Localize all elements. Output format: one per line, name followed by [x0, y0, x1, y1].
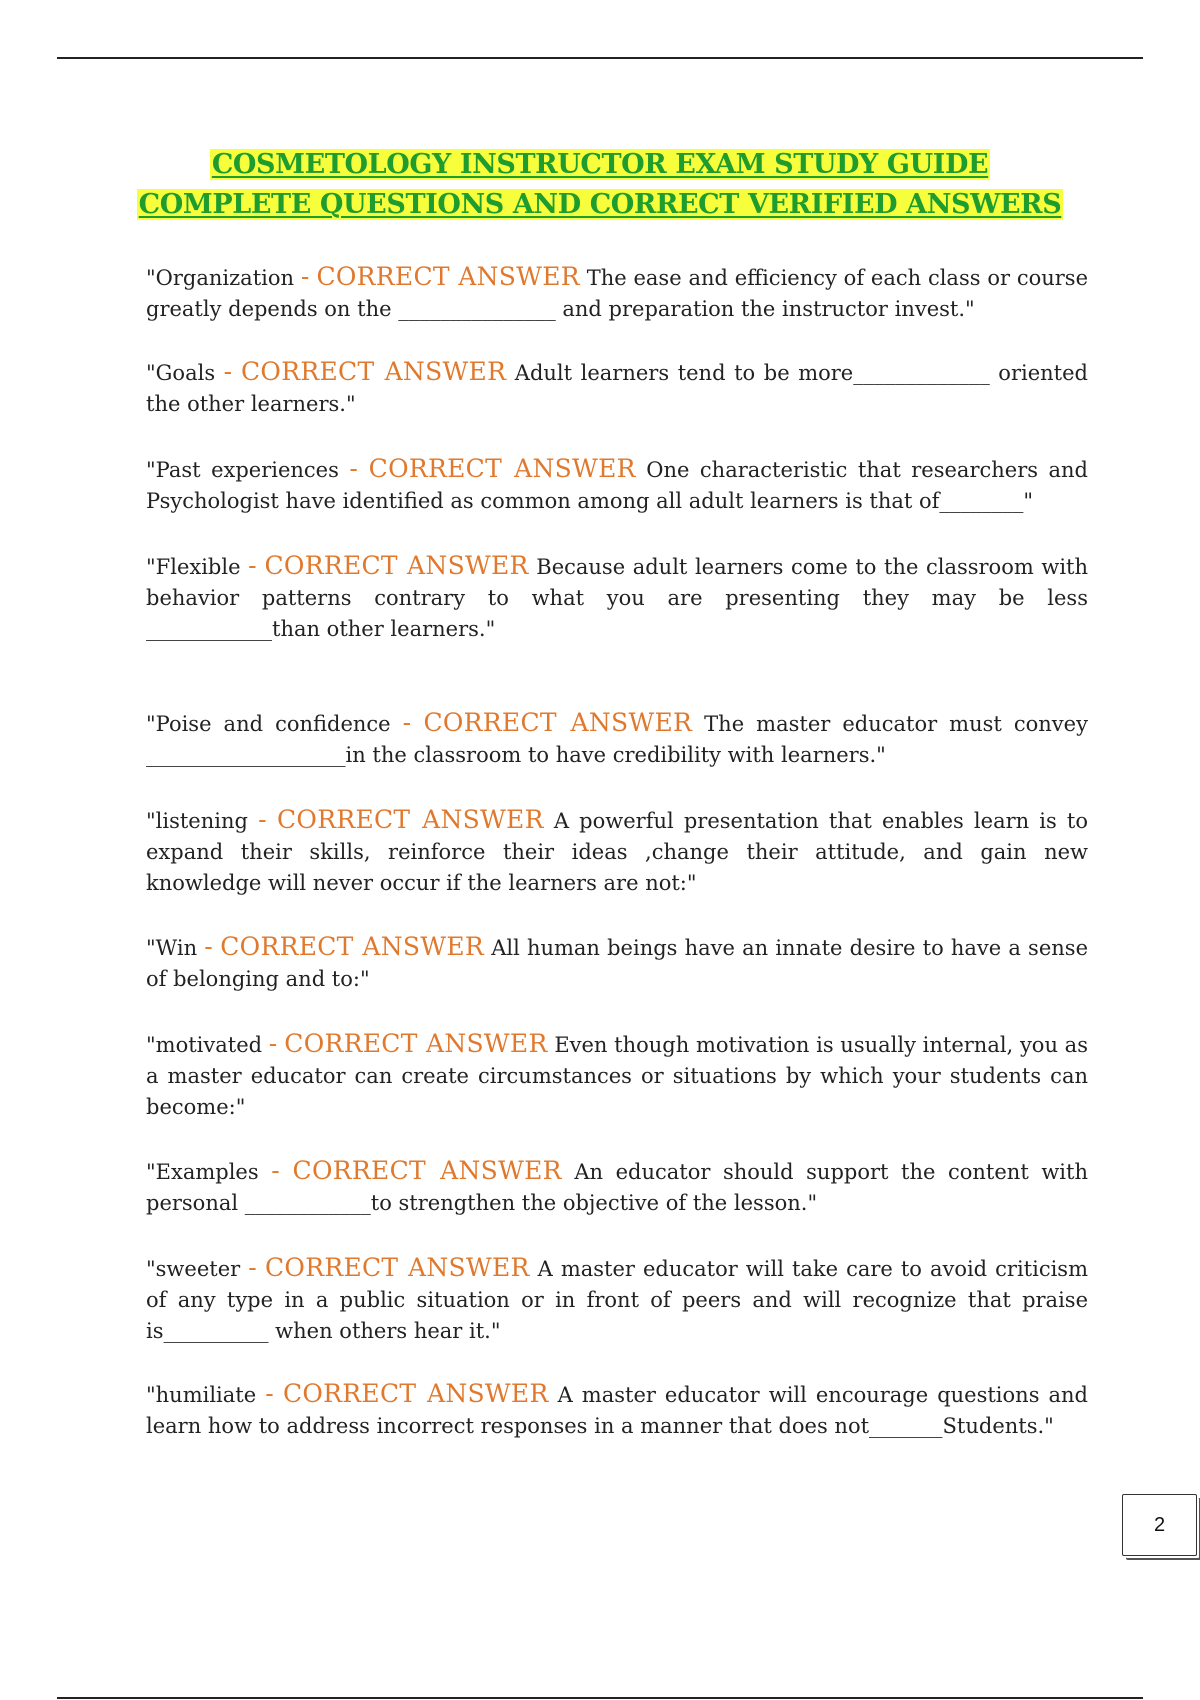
qa-answer: "listening — [146, 809, 248, 833]
qa-answer: "Examples — [146, 1160, 259, 1184]
qa-answer: "Win — [146, 936, 198, 960]
qa-separator: - — [349, 454, 359, 483]
qa-item — [146, 453, 1088, 517]
qa-answer: "Past experiences — [146, 458, 339, 482]
qa-answer: "Goals — [146, 361, 216, 385]
document-title — [0, 145, 1200, 225]
qa-separator: - — [402, 708, 412, 737]
qa-question: An educator should support the content with personal ____________to strengthen the objective of the lesson." — [146, 1160, 1088, 1215]
qa-question: Because adult learners come to the classroom with behavior patterns contrary to what you are presenting they may be less ____________than other learners." — [146, 555, 1088, 641]
qa-question: All human beings have an innate desire to have a sense of belonging and to:" — [146, 936, 1088, 991]
qa-answer: "Poise and confidence — [146, 712, 391, 736]
qa-question: A master educator will encourage questions and learn how to address incorrect responses in a manner that does not_______Students." — [146, 1383, 1088, 1438]
qa-item — [146, 550, 1088, 645]
qa-answer: "Organization — [146, 266, 295, 290]
qa-item — [146, 1155, 1088, 1219]
qa-answer: "Flexible — [146, 555, 241, 579]
qa-question: The ease and efficiency of each class or course greatly depends on the _______________ and preparation the instructor invest." — [146, 266, 1088, 321]
qa-item — [146, 261, 1088, 325]
qa-answer: "motivated — [146, 1033, 263, 1057]
qa-answer: "humiliate — [146, 1383, 257, 1407]
qa-question: The master educator must convey ___________________in the classroom to have credibility with learners." — [146, 712, 1088, 767]
correct-answer-label: CORRECT ANSWER — [241, 357, 507, 386]
qa-question: Even though motivation is usually internal, you as a master educator can create circumstances or situations by which your students can become:" — [146, 1033, 1088, 1119]
correct-answer-label: CORRECT ANSWER — [368, 454, 636, 483]
qa-item — [146, 804, 1088, 899]
qa-question: A powerful presentation that enables learn is to expand their skills, reinforce their ideas ,change their attitude, and gain new knowledge will never occur if the learners are not:" — [146, 809, 1088, 895]
qa-separator: - — [248, 1253, 257, 1282]
page-number-box — [1122, 1494, 1197, 1556]
qa-separator: - — [258, 805, 267, 834]
correct-answer-label: CORRECT ANSWER — [282, 1379, 549, 1408]
qa-item — [146, 1028, 1088, 1123]
footer-rule — [57, 1697, 1143, 1699]
qa-separator: - — [248, 551, 257, 580]
title-line-1: COSMETOLOGY INSTRUCTOR EXAM STUDY GUIDE — [211, 149, 989, 180]
qa-separator: - — [223, 357, 233, 386]
qa-item — [146, 707, 1088, 771]
qa-separator: - — [204, 932, 214, 961]
correct-answer-label: CORRECT ANSWER — [423, 708, 693, 737]
correct-answer-label: CORRECT ANSWER — [276, 805, 544, 834]
qa-question: One characteristic that researchers and Psychologist have identified as common among all adult learners is that of________" — [146, 458, 1088, 513]
qa-item — [146, 1378, 1088, 1442]
qa-question: Adult learners tend to be more_____________ oriented the other learners." — [146, 361, 1088, 416]
qa-item — [146, 931, 1088, 995]
qa-separator: - — [268, 1029, 278, 1058]
qa-question: A master educator will take care to avoid criticism of any type in a public situation or in front of peers and will recognize that praise is__________ when others hear it." — [146, 1257, 1088, 1343]
qa-item — [146, 1252, 1088, 1347]
title-line-2: COMPLETE QUESTIONS AND CORRECT VERIFIED ANSWERS — [138, 189, 1062, 220]
qa-item — [146, 356, 1088, 420]
correct-answer-label: CORRECT ANSWER — [220, 932, 485, 961]
page-number: 2 — [1153, 1513, 1166, 1536]
correct-answer-label: CORRECT ANSWER — [264, 1253, 530, 1282]
correct-answer-label: CORRECT ANSWER — [292, 1156, 562, 1185]
correct-answer-label: CORRECT ANSWER — [284, 1029, 548, 1058]
qa-separator: - — [271, 1156, 280, 1185]
qa-answer: "sweeter — [146, 1257, 241, 1281]
header-rule — [57, 57, 1143, 59]
correct-answer-label: CORRECT ANSWER — [264, 551, 529, 580]
correct-answer-label: CORRECT ANSWER — [316, 262, 580, 291]
qa-separator: - — [265, 1379, 274, 1408]
qa-separator: - — [300, 262, 310, 291]
